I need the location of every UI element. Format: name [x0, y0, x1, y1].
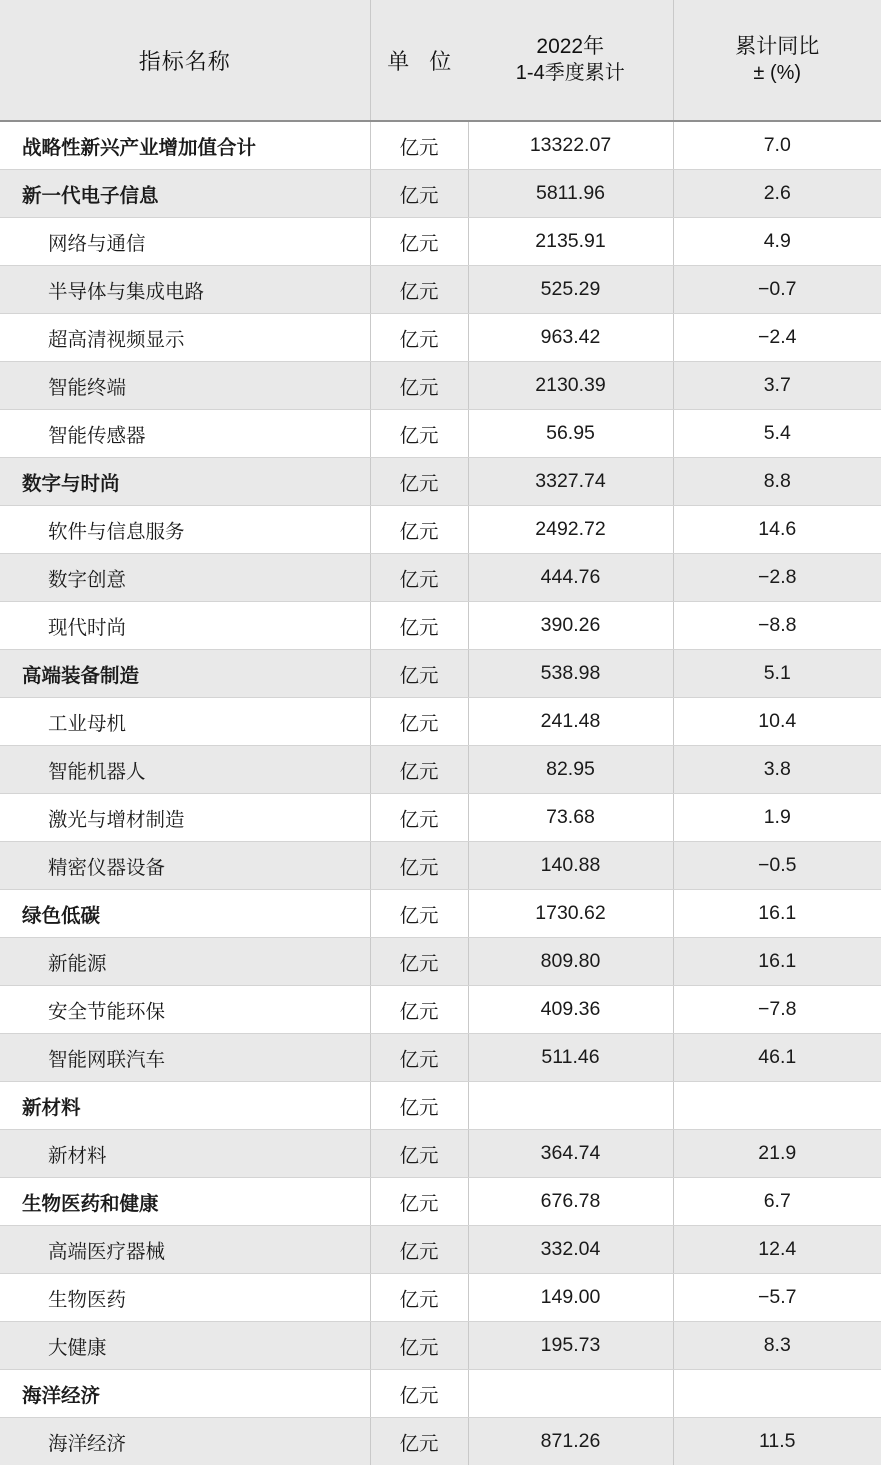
table-row — [0, 1370, 881, 1418]
table-row — [0, 266, 881, 314]
cell-unit: 亿元 — [370, 554, 468, 602]
cell-unit: 亿元 — [370, 1370, 468, 1418]
table-row — [0, 554, 881, 602]
table-body — [0, 121, 881, 1465]
cell-cumulative-value: 538.98 — [468, 650, 673, 698]
cell-indicator-name: 绿色低碳 — [0, 890, 370, 938]
column-header-yoy — [673, 0, 881, 121]
table-row — [0, 650, 881, 698]
table-row — [0, 1418, 881, 1466]
cell-yoy: 3.7 — [673, 362, 881, 410]
table-row — [0, 121, 881, 170]
cell-indicator-name: 海洋经济 — [0, 1418, 370, 1466]
cell-unit: 亿元 — [370, 1178, 468, 1226]
cell-cumulative-value: 241.48 — [468, 698, 673, 746]
table-row — [0, 458, 881, 506]
cell-cumulative-value: 809.80 — [468, 938, 673, 986]
cell-unit: 亿元 — [370, 218, 468, 266]
cell-indicator-name: 新材料 — [0, 1082, 370, 1130]
cell-yoy: 16.1 — [673, 938, 881, 986]
table-row — [0, 410, 881, 458]
cell-cumulative-value: 390.26 — [468, 602, 673, 650]
cell-yoy: 12.4 — [673, 1226, 881, 1274]
cell-indicator-name: 新一代电子信息 — [0, 170, 370, 218]
cell-yoy: −2.8 — [673, 554, 881, 602]
cell-yoy: 5.1 — [673, 650, 881, 698]
cell-indicator-name: 新材料 — [0, 1130, 370, 1178]
cell-unit: 亿元 — [370, 650, 468, 698]
cell-indicator-name: 智能机器人 — [0, 746, 370, 794]
cell-indicator-name: 软件与信息服务 — [0, 506, 370, 554]
table-header-row — [0, 0, 881, 121]
cell-cumulative-value: 2492.72 — [468, 506, 673, 554]
cell-yoy: 4.9 — [673, 218, 881, 266]
column-header-yoy-line1: 累计同比 — [735, 35, 820, 59]
cell-unit: 亿元 — [370, 842, 468, 890]
column-header-yoy-line2: ± (%) — [753, 61, 802, 84]
cell-indicator-name: 高端医疗器械 — [0, 1226, 370, 1274]
cell-cumulative-value: 195.73 — [468, 1322, 673, 1370]
table-row — [0, 986, 881, 1034]
cell-unit: 亿元 — [370, 938, 468, 986]
table-row — [0, 938, 881, 986]
column-header-cumulative-value-line1: 2022年 — [536, 35, 605, 59]
cell-yoy: −5.7 — [673, 1274, 881, 1322]
cell-indicator-name: 网络与通信 — [0, 218, 370, 266]
cell-yoy: 21.9 — [673, 1130, 881, 1178]
cell-yoy: 10.4 — [673, 698, 881, 746]
cell-indicator-name: 智能传感器 — [0, 410, 370, 458]
cell-cumulative-value: 444.76 — [468, 554, 673, 602]
cell-unit: 亿元 — [370, 266, 468, 314]
column-header-cumulative-value-line2: 1-4季度累计 — [515, 61, 625, 84]
cell-indicator-name: 半导体与集成电路 — [0, 266, 370, 314]
cell-indicator-name: 生物医药 — [0, 1274, 370, 1322]
table-row — [0, 1130, 881, 1178]
cell-indicator-name: 安全节能环保 — [0, 986, 370, 1034]
cell-cumulative-value: 5811.96 — [468, 170, 673, 218]
table-row — [0, 698, 881, 746]
cell-cumulative-value — [468, 1370, 673, 1418]
table-row — [0, 602, 881, 650]
cell-unit: 亿元 — [370, 410, 468, 458]
cell-unit: 亿元 — [370, 121, 468, 170]
cell-unit: 亿元 — [370, 602, 468, 650]
cell-indicator-name: 战略性新兴产业增加值合计 — [0, 121, 370, 170]
cell-yoy: −2.4 — [673, 314, 881, 362]
column-header-cumulative-value — [468, 0, 673, 121]
cell-unit: 亿元 — [370, 1274, 468, 1322]
cell-cumulative-value: 13322.07 — [468, 121, 673, 170]
cell-unit: 亿元 — [370, 890, 468, 938]
cell-cumulative-value: 2135.91 — [468, 218, 673, 266]
table-row — [0, 170, 881, 218]
cell-indicator-name: 现代时尚 — [0, 602, 370, 650]
cell-unit: 亿元 — [370, 314, 468, 362]
cell-cumulative-value: 82.95 — [468, 746, 673, 794]
cell-cumulative-value: 1730.62 — [468, 890, 673, 938]
cell-cumulative-value: 525.29 — [468, 266, 673, 314]
cell-unit: 亿元 — [370, 1082, 468, 1130]
table-row — [0, 794, 881, 842]
cell-indicator-name: 数字与时尚 — [0, 458, 370, 506]
cell-unit: 亿元 — [370, 746, 468, 794]
cell-cumulative-value: 2130.39 — [468, 362, 673, 410]
cell-indicator-name: 高端装备制造 — [0, 650, 370, 698]
table-row — [0, 314, 881, 362]
cell-yoy: 7.0 — [673, 121, 881, 170]
cell-yoy: 8.8 — [673, 458, 881, 506]
cell-cumulative-value: 676.78 — [468, 1178, 673, 1226]
cell-indicator-name: 超高清视频显示 — [0, 314, 370, 362]
cell-unit: 亿元 — [370, 1226, 468, 1274]
table-row — [0, 842, 881, 890]
cell-yoy: 2.6 — [673, 170, 881, 218]
cell-unit: 亿元 — [370, 170, 468, 218]
column-header-unit: 单 位 — [370, 0, 468, 121]
cell-indicator-name: 精密仪器设备 — [0, 842, 370, 890]
cell-yoy: 46.1 — [673, 1034, 881, 1082]
cell-indicator-name: 生物医药和健康 — [0, 1178, 370, 1226]
cell-yoy: −0.7 — [673, 266, 881, 314]
cell-cumulative-value: 963.42 — [468, 314, 673, 362]
table-row — [0, 890, 881, 938]
cell-yoy: 14.6 — [673, 506, 881, 554]
cell-yoy: 3.8 — [673, 746, 881, 794]
cell-cumulative-value: 140.88 — [468, 842, 673, 890]
cell-unit: 亿元 — [370, 794, 468, 842]
cell-indicator-name: 激光与增材制造 — [0, 794, 370, 842]
cell-indicator-name: 数字创意 — [0, 554, 370, 602]
cell-yoy — [673, 1370, 881, 1418]
cell-yoy: 16.1 — [673, 890, 881, 938]
cell-unit: 亿元 — [370, 458, 468, 506]
cell-yoy: 6.7 — [673, 1178, 881, 1226]
cell-cumulative-value — [468, 1082, 673, 1130]
cell-cumulative-value: 3327.74 — [468, 458, 673, 506]
cell-cumulative-value: 149.00 — [468, 1274, 673, 1322]
cell-yoy: 5.4 — [673, 410, 881, 458]
cell-cumulative-value: 332.04 — [468, 1226, 673, 1274]
cell-unit: 亿元 — [370, 362, 468, 410]
cell-indicator-name: 新能源 — [0, 938, 370, 986]
cell-unit: 亿元 — [370, 1322, 468, 1370]
cell-unit: 亿元 — [370, 986, 468, 1034]
cell-cumulative-value: 364.74 — [468, 1130, 673, 1178]
cell-unit: 亿元 — [370, 1130, 468, 1178]
table-row — [0, 506, 881, 554]
table-row — [0, 1034, 881, 1082]
cell-yoy: 8.3 — [673, 1322, 881, 1370]
cell-cumulative-value: 56.95 — [468, 410, 673, 458]
cell-yoy: 1.9 — [673, 794, 881, 842]
cell-cumulative-value: 409.36 — [468, 986, 673, 1034]
cell-yoy: −0.5 — [673, 842, 881, 890]
table-row — [0, 218, 881, 266]
cell-cumulative-value: 511.46 — [468, 1034, 673, 1082]
column-header-indicator-name: 指标名称 — [0, 0, 370, 121]
table-row — [0, 362, 881, 410]
cell-cumulative-value: 73.68 — [468, 794, 673, 842]
table-row — [0, 1274, 881, 1322]
table-row — [0, 1178, 881, 1226]
cell-unit: 亿元 — [370, 698, 468, 746]
cell-indicator-name: 智能网联汽车 — [0, 1034, 370, 1082]
table-row — [0, 1226, 881, 1274]
cell-yoy: −7.8 — [673, 986, 881, 1034]
cell-indicator-name: 大健康 — [0, 1322, 370, 1370]
cell-unit: 亿元 — [370, 1418, 468, 1466]
table-row — [0, 746, 881, 794]
cell-yoy: −8.8 — [673, 602, 881, 650]
table-header — [0, 0, 881, 121]
table-row — [0, 1322, 881, 1370]
cell-indicator-name: 智能终端 — [0, 362, 370, 410]
cell-indicator-name: 海洋经济 — [0, 1370, 370, 1418]
cell-cumulative-value: 871.26 — [468, 1418, 673, 1466]
cell-unit: 亿元 — [370, 1034, 468, 1082]
cell-yoy — [673, 1082, 881, 1130]
table-row — [0, 1082, 881, 1130]
cell-unit: 亿元 — [370, 506, 468, 554]
cell-indicator-name: 工业母机 — [0, 698, 370, 746]
cell-yoy: 11.5 — [673, 1418, 881, 1466]
